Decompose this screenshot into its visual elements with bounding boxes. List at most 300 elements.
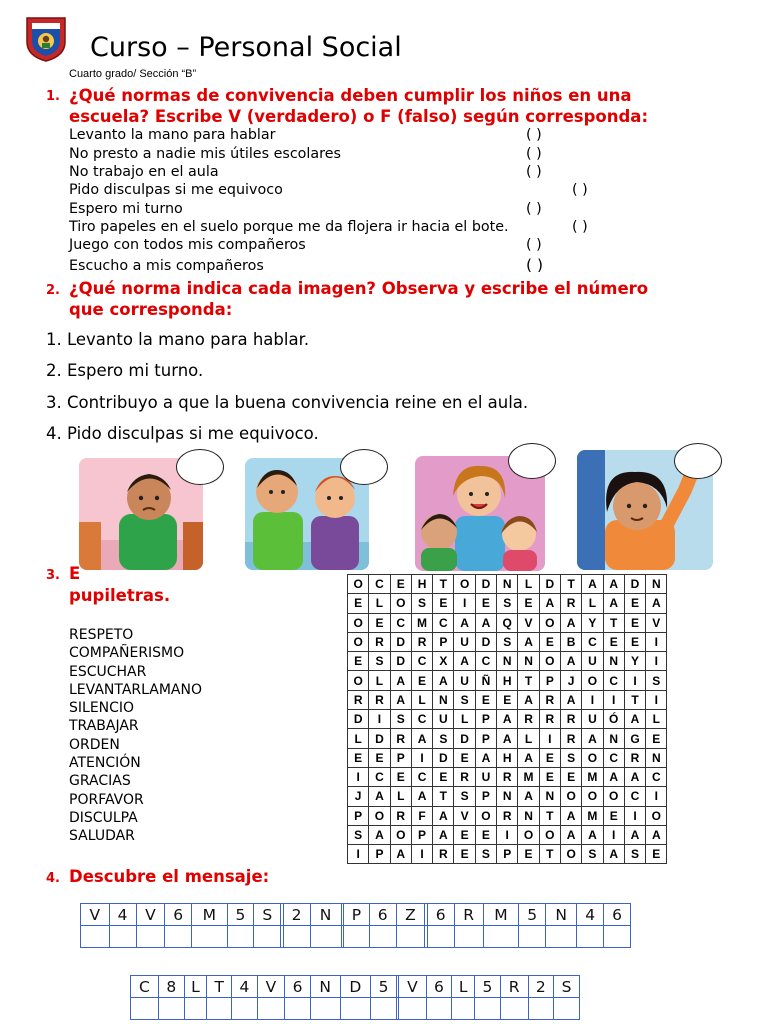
word-search-cell[interactable]: R (369, 632, 390, 651)
word-search-cell[interactable]: R (433, 845, 454, 864)
word-search-cell[interactable]: R (390, 729, 411, 748)
code-cell: V (399, 976, 426, 998)
word-search-cell[interactable]: D (390, 652, 411, 671)
word-search-cell[interactable]: I (646, 787, 667, 806)
word-search-cell[interactable]: B (560, 632, 581, 651)
word-search-cell[interactable]: D (348, 710, 369, 729)
word-search-cell[interactable]: A (582, 729, 603, 748)
word-search-cell[interactable]: S (624, 845, 645, 864)
word-search-cell[interactable]: J (560, 671, 581, 690)
word-search-cell[interactable]: E (539, 632, 560, 651)
word-search-cell[interactable]: S (497, 594, 518, 613)
word-search-cell[interactable]: I (624, 806, 645, 825)
word-search-cell[interactable]: P (390, 748, 411, 767)
word-search-cell[interactable]: I (348, 767, 369, 786)
word-search-cell[interactable]: E (348, 594, 369, 613)
word-search-cell[interactable]: U (582, 710, 603, 729)
answer-cell[interactable] (283, 926, 310, 948)
word-search-cell[interactable]: I (454, 594, 475, 613)
word-search-cell[interactable]: A (475, 613, 496, 632)
word-search-cell[interactable]: D (475, 575, 496, 594)
word-search-cell[interactable]: T (433, 787, 454, 806)
answer-cell[interactable] (344, 926, 370, 948)
answer-cell[interactable] (310, 998, 340, 1020)
code-cell: P (344, 904, 370, 926)
code-cell: 2 (528, 976, 554, 998)
code-cell: M (192, 904, 228, 926)
word-search-cell[interactable]: T (624, 690, 645, 709)
word-search-cell[interactable]: D (369, 729, 390, 748)
word-search-cell[interactable]: R (539, 690, 560, 709)
word-search-cell[interactable]: O (390, 825, 411, 844)
statement-2: No presto a nadie mis útiles escolares (69, 146, 341, 162)
word-search-cell[interactable]: E (603, 632, 624, 651)
word-search-cell[interactable]: R (539, 710, 560, 729)
word-search-cell[interactable]: E (369, 613, 390, 632)
word-search-cell[interactable]: A (624, 710, 645, 729)
word-search-cell[interactable]: S (497, 632, 518, 651)
word-search-cell[interactable]: E (560, 767, 581, 786)
answer-blank-8[interactable]: ( ) (526, 256, 544, 274)
word-search-cell[interactable]: C (433, 613, 454, 632)
word-search-cell[interactable]: L (411, 690, 432, 709)
word-search-cell[interactable]: E (539, 748, 560, 767)
word-search-cell[interactable]: L (582, 594, 603, 613)
coded-message-1[interactable] (80, 903, 631, 948)
word-search-cell[interactable]: H (497, 671, 518, 690)
answer-cell[interactable] (310, 926, 341, 948)
word-search-cell[interactable]: A (518, 690, 539, 709)
word-search-cell[interactable]: L (518, 729, 539, 748)
word-search-cell[interactable]: S (582, 845, 603, 864)
answer-blank-6[interactable]: ( ) (572, 219, 588, 235)
word-search-cell[interactable]: O (539, 613, 560, 632)
word-search-cell[interactable]: D (624, 575, 645, 594)
answer-bubble-4[interactable] (674, 443, 722, 479)
word-search-cell[interactable]: N (518, 806, 539, 825)
word-search-cell[interactable]: N (433, 690, 454, 709)
word-search-cell[interactable]: R (497, 806, 518, 825)
word-search-cell[interactable]: T (560, 575, 581, 594)
answer-row (131, 998, 580, 1020)
word-search-cell[interactable]: Ó (603, 710, 624, 729)
word-list-item: PORFAVOR (69, 791, 144, 808)
word-search-grid[interactable] (347, 574, 667, 864)
coded-message-2[interactable] (130, 975, 580, 1020)
word-search-cell[interactable]: E (348, 652, 369, 671)
word-search-cell[interactable]: V (518, 613, 539, 632)
word-search-cell[interactable]: F (411, 806, 432, 825)
word-search-row (348, 787, 667, 806)
word-search-cell[interactable]: N (603, 729, 624, 748)
word-search-cell[interactable]: C (603, 671, 624, 690)
word-search-cell[interactable]: L (454, 710, 475, 729)
word-search-cell[interactable]: C (411, 767, 432, 786)
word-search-cell[interactable]: I (411, 845, 432, 864)
answer-cell[interactable] (285, 998, 311, 1020)
word-search-cell[interactable]: R (560, 594, 581, 613)
word-search-cell[interactable]: E (454, 845, 475, 864)
word-search-cell[interactable]: I (646, 652, 667, 671)
answer-cell[interactable] (227, 926, 254, 948)
word-search-cell[interactable]: R (560, 710, 581, 729)
answer-blank-5[interactable]: ( ) (526, 201, 542, 217)
word-search-cell[interactable]: O (646, 806, 667, 825)
word-search-cell[interactable]: N (497, 575, 518, 594)
word-search-cell[interactable]: O (348, 671, 369, 690)
word-search-cell[interactable]: P (411, 825, 432, 844)
word-search-cell[interactable]: E (624, 613, 645, 632)
answer-cell[interactable] (136, 926, 165, 948)
word-search-cell[interactable]: M (582, 767, 603, 786)
word-search-cell[interactable]: C (603, 748, 624, 767)
answer-cell[interactable] (158, 998, 184, 1020)
word-search-cell[interactable]: R (560, 729, 581, 748)
word-search-cell[interactable]: O (539, 652, 560, 671)
word-search-row (348, 748, 667, 767)
answer-cell[interactable] (452, 998, 475, 1020)
question-2-prompt (69, 278, 648, 320)
word-search-cell[interactable]: E (369, 748, 390, 767)
word-search-cell[interactable]: P (475, 710, 496, 729)
word-search-cell[interactable]: A (475, 748, 496, 767)
word-search-cell[interactable]: S (433, 729, 454, 748)
word-search-cell[interactable]: U (582, 652, 603, 671)
word-search-cell[interactable]: U (454, 671, 475, 690)
word-search-cell[interactable]: T (433, 575, 454, 594)
word-search-cell[interactable]: A (603, 845, 624, 864)
word-search-cell[interactable]: T (539, 806, 560, 825)
word-search-cell[interactable]: E (390, 767, 411, 786)
question-3-number: 3. (46, 568, 60, 583)
answer-cell[interactable] (554, 998, 580, 1020)
word-search-cell[interactable]: A (603, 767, 624, 786)
word-search-cell[interactable]: E (454, 748, 475, 767)
word-search-cell[interactable]: H (497, 748, 518, 767)
word-search-cell[interactable]: A (560, 652, 581, 671)
answer-cell[interactable] (399, 998, 426, 1020)
word-search-cell[interactable]: U (433, 710, 454, 729)
word-search-cell[interactable]: E (454, 825, 475, 844)
word-search-cell[interactable]: L (646, 710, 667, 729)
word-search-cell[interactable]: N (518, 652, 539, 671)
word-search-row (348, 806, 667, 825)
answer-bubble-3[interactable] (508, 443, 556, 479)
word-search-cell[interactable]: I (624, 671, 645, 690)
word-search-cell[interactable]: A (518, 787, 539, 806)
word-search-cell[interactable]: E (646, 729, 667, 748)
word-search-cell[interactable]: A (560, 690, 581, 709)
word-search-cell[interactable]: U (475, 767, 496, 786)
answer-cell[interactable] (207, 998, 232, 1020)
answer-cell[interactable] (184, 998, 207, 1020)
word-search-cell[interactable]: L (369, 594, 390, 613)
word-search-cell[interactable]: A (518, 632, 539, 651)
word-search-cell[interactable]: I (603, 690, 624, 709)
word-search-cell[interactable]: V (454, 806, 475, 825)
word-search-cell[interactable]: D (475, 632, 496, 651)
word-search-cell[interactable]: M (518, 767, 539, 786)
word-search-cell[interactable]: A (433, 825, 454, 844)
word-search-cell[interactable]: E (603, 806, 624, 825)
question-3-prompt-start: E (69, 564, 81, 583)
answer-blank-7[interactable]: ( ) (526, 237, 542, 253)
word-search-cell[interactable]: I (497, 825, 518, 844)
word-search-cell[interactable]: O (560, 845, 581, 864)
code-cell: S (254, 904, 281, 926)
word-search-cell[interactable]: A (646, 825, 667, 844)
word-search-cell[interactable]: O (582, 748, 603, 767)
word-search-cell[interactable]: O (582, 787, 603, 806)
answer-cell[interactable] (546, 926, 577, 948)
word-search-cell[interactable]: I (646, 690, 667, 709)
word-search-cell[interactable]: S (454, 787, 475, 806)
code-cell: 6 (427, 904, 454, 926)
answer-cell[interactable] (528, 998, 554, 1020)
word-search-cell[interactable]: P (475, 787, 496, 806)
word-search-cell[interactable]: A (624, 825, 645, 844)
word-search-cell[interactable]: A (454, 652, 475, 671)
answer-bubble-1[interactable] (176, 449, 224, 485)
word-search-cell[interactable]: R (518, 710, 539, 729)
word-search-cell[interactable]: E (390, 575, 411, 594)
word-search-cell[interactable]: A (582, 825, 603, 844)
word-search-cell[interactable]: R (390, 806, 411, 825)
answer-cell[interactable] (369, 926, 396, 948)
word-search-cell[interactable]: C (411, 710, 432, 729)
word-search-cell[interactable]: R (348, 690, 369, 709)
word-search-cell[interactable]: E (411, 671, 432, 690)
word-search-cell[interactable]: J (348, 787, 369, 806)
word-search-cell[interactable]: P (497, 845, 518, 864)
word-search-cell[interactable]: E (433, 594, 454, 613)
answer-cell[interactable] (109, 926, 136, 948)
word-search-cell[interactable]: O (454, 575, 475, 594)
word-search-cell[interactable]: P (539, 671, 560, 690)
word-search-cell[interactable]: S (411, 594, 432, 613)
word-search-cell[interactable]: M (582, 806, 603, 825)
answer-cell[interactable] (340, 998, 371, 1020)
word-search-cell[interactable]: A (497, 710, 518, 729)
word-search-cell[interactable]: S (560, 748, 581, 767)
word-search-cell[interactable]: O (348, 613, 369, 632)
word-search-cell[interactable]: I (603, 825, 624, 844)
word-search-cell[interactable]: C (390, 613, 411, 632)
word-search-cell[interactable]: I (411, 748, 432, 767)
word-search-cell[interactable]: A (560, 613, 581, 632)
word-search-cell[interactable]: I (646, 632, 667, 651)
word-search-cell[interactable]: M (411, 613, 432, 632)
word-list-item: SALUDAR (69, 828, 135, 845)
word-search-cell[interactable]: A (560, 825, 581, 844)
word-search-cell[interactable]: A (411, 787, 432, 806)
answer-bubble-2[interactable] (340, 449, 388, 485)
answer-cell[interactable] (519, 926, 546, 948)
word-search-cell[interactable]: D (539, 575, 560, 594)
word-search-cell[interactable]: E (518, 594, 539, 613)
word-search-cell[interactable]: L (518, 575, 539, 594)
word-search-cell[interactable]: S (454, 690, 475, 709)
word-search-cell[interactable]: L (348, 729, 369, 748)
word-search-cell[interactable]: O (518, 825, 539, 844)
word-search-cell[interactable]: O (348, 632, 369, 651)
word-search-cell[interactable]: A (560, 806, 581, 825)
word-search-cell[interactable]: N (497, 787, 518, 806)
word-search-cell[interactable]: C (475, 652, 496, 671)
statement-4: Pido disculpas si me equivoco (69, 182, 283, 198)
word-search-cell[interactable]: C (411, 652, 432, 671)
word-search-cell[interactable]: A (411, 729, 432, 748)
word-search-row (348, 632, 667, 651)
word-search-cell[interactable]: A (624, 767, 645, 786)
word-search-cell[interactable]: C (369, 767, 390, 786)
answer-cell[interactable] (427, 926, 454, 948)
word-search-cell[interactable]: S (369, 652, 390, 671)
answer-blank-4[interactable]: ( ) (572, 182, 588, 198)
answer-cell[interactable] (232, 998, 258, 1020)
answer-cell[interactable] (454, 926, 483, 948)
word-search-cell[interactable]: O (539, 825, 560, 844)
word-search-cell[interactable]: R (454, 767, 475, 786)
answer-cell[interactable] (500, 998, 528, 1020)
word-search-cell[interactable]: O (475, 806, 496, 825)
word-search-cell[interactable]: A (646, 594, 667, 613)
word-search-cell[interactable]: N (646, 748, 667, 767)
word-search-cell[interactable]: V (646, 613, 667, 632)
word-search-cell[interactable]: P (475, 729, 496, 748)
word-search-cell[interactable]: A (369, 787, 390, 806)
word-search-cell[interactable]: C (582, 632, 603, 651)
answer-cell[interactable] (257, 998, 284, 1020)
word-search-cell[interactable]: A (390, 671, 411, 690)
word-search-cell[interactable]: T (539, 845, 560, 864)
code-cell: V (81, 904, 110, 926)
answer-cell[interactable] (254, 926, 281, 948)
word-search-cell[interactable]: N (539, 787, 560, 806)
answer-cell[interactable] (131, 998, 159, 1020)
word-search-cell[interactable]: N (603, 652, 624, 671)
word-search-cell[interactable]: I (539, 729, 560, 748)
word-search-cell[interactable]: T (518, 671, 539, 690)
statement-7: Juego con todos mis compañeros (69, 237, 306, 253)
word-search-cell[interactable]: E (646, 845, 667, 864)
word-search-cell[interactable]: I (582, 690, 603, 709)
word-search-cell[interactable]: A (582, 575, 603, 594)
answer-cell[interactable] (577, 926, 604, 948)
word-search-cell[interactable]: A (539, 594, 560, 613)
word-search-cell[interactable]: P (433, 632, 454, 651)
answer-cell[interactable] (604, 926, 631, 948)
word-search-cell[interactable]: Y (624, 652, 645, 671)
word-search-cell[interactable]: R (624, 748, 645, 767)
word-search-cell[interactable]: P (369, 845, 390, 864)
answer-cell[interactable] (426, 998, 452, 1020)
word-search-cell[interactable]: E (433, 767, 454, 786)
word-search-cell[interactable]: H (411, 575, 432, 594)
word-search-cell[interactable]: O (390, 594, 411, 613)
word-search-cell[interactable]: E (539, 767, 560, 786)
answer-cell[interactable] (396, 926, 425, 948)
code-cell: S (554, 976, 580, 998)
word-search-cell[interactable]: A (390, 690, 411, 709)
word-search-cell[interactable]: E (497, 690, 518, 709)
word-search-cell[interactable]: O (603, 787, 624, 806)
answer-cell[interactable] (192, 926, 228, 948)
word-search-cell[interactable]: D (433, 748, 454, 767)
word-search-cell[interactable]: A (369, 825, 390, 844)
word-search-cell[interactable]: D (454, 729, 475, 748)
word-search-cell[interactable]: I (369, 710, 390, 729)
word-search-cell[interactable]: A (433, 671, 454, 690)
word-search-cell[interactable]: O (560, 787, 581, 806)
word-search-cell[interactable]: C (624, 787, 645, 806)
word-search-cell[interactable]: A (518, 748, 539, 767)
answer-cell[interactable] (371, 998, 397, 1020)
word-search-cell[interactable]: X (433, 652, 454, 671)
word-search-cell[interactable]: L (369, 671, 390, 690)
word-search-cell[interactable]: O (348, 575, 369, 594)
word-search-cell[interactable]: N (646, 575, 667, 594)
word-search-cell[interactable]: U (454, 632, 475, 651)
word-search-cell[interactable]: S (646, 671, 667, 690)
word-search-cell[interactable]: C (646, 767, 667, 786)
word-search-cell[interactable]: R (369, 690, 390, 709)
answer-cell[interactable] (81, 926, 110, 948)
word-search-cell[interactable]: S (348, 825, 369, 844)
word-search-cell[interactable]: A (390, 845, 411, 864)
word-search-row (348, 594, 667, 613)
word-search-cell[interactable]: D (390, 632, 411, 651)
word-search-cell[interactable]: R (497, 767, 518, 786)
answer-cell[interactable] (165, 926, 192, 948)
word-search-cell[interactable]: T (603, 613, 624, 632)
word-search-cell[interactable]: A (433, 806, 454, 825)
word-search-cell[interactable]: E (475, 690, 496, 709)
word-search-cell[interactable]: E (624, 594, 645, 613)
word-search-cell[interactable]: I (348, 845, 369, 864)
norm-3: 3. Contribuyo a que la buena convivencia reine en el aula. (46, 393, 529, 412)
answer-blank-1[interactable]: ( ) (526, 127, 542, 143)
word-search-cell[interactable]: G (624, 729, 645, 748)
word-search-cell[interactable]: E (518, 845, 539, 864)
word-search-cell[interactable]: E (475, 825, 496, 844)
word-search-cell[interactable]: Y (582, 613, 603, 632)
answer-cell[interactable] (475, 998, 501, 1020)
word-search-cell[interactable]: E (348, 748, 369, 767)
word-search-cell[interactable]: Q (497, 613, 518, 632)
word-search-cell[interactable]: E (624, 632, 645, 651)
word-search-cell[interactable]: C (369, 575, 390, 594)
word-search-cell[interactable]: O (582, 671, 603, 690)
word-search-cell[interactable]: A (603, 594, 624, 613)
word-search-cell[interactable]: S (390, 710, 411, 729)
word-search-cell[interactable]: P (348, 806, 369, 825)
word-search-cell[interactable]: A (497, 729, 518, 748)
word-search-cell[interactable]: O (369, 806, 390, 825)
word-search-cell[interactable]: N (497, 652, 518, 671)
answer-cell[interactable] (483, 926, 519, 948)
word-search-cell[interactable]: Ñ (475, 671, 496, 690)
word-list-item: LEVANTARLAMANO (69, 681, 202, 698)
word-search-cell[interactable]: E (475, 594, 496, 613)
word-search-cell[interactable]: S (475, 845, 496, 864)
word-search-cell[interactable]: A (603, 575, 624, 594)
word-search-cell[interactable]: R (411, 632, 432, 651)
word-search-cell[interactable]: L (390, 787, 411, 806)
answer-blank-3[interactable]: ( ) (526, 164, 542, 180)
word-search-cell[interactable]: A (454, 613, 475, 632)
answer-blank-2[interactable]: ( ) (526, 146, 542, 162)
